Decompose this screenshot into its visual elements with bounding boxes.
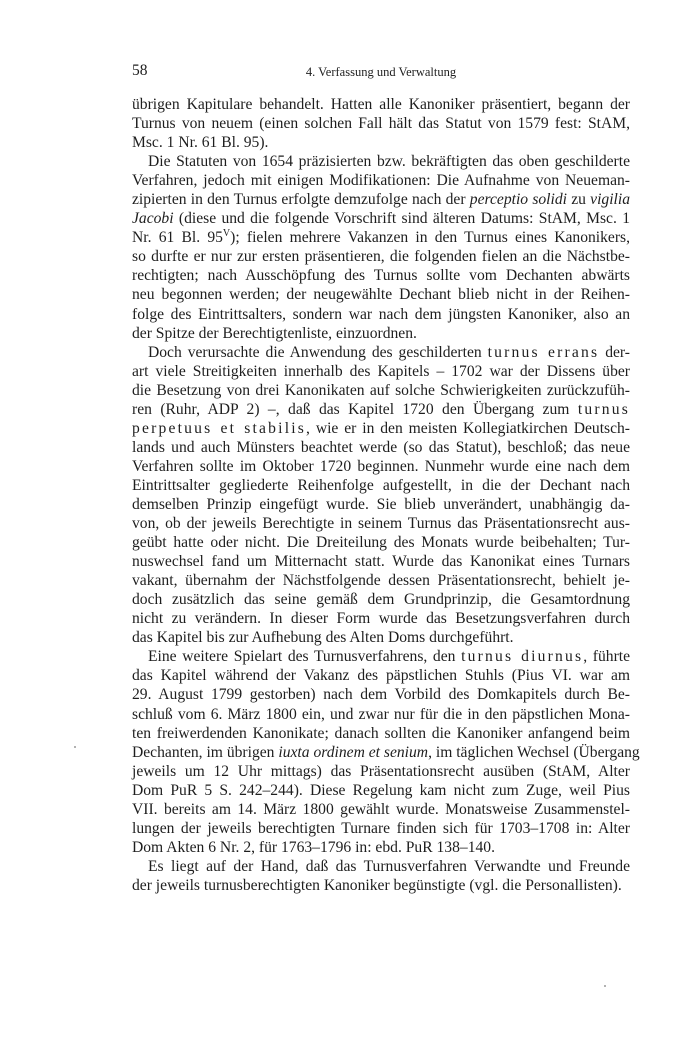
text-line: Doch verursachte die Anwendung des geschilderten turnus errans der- [148, 343, 630, 361]
text-line: schluß vom 6. März 1800 ein, und zwar nur für die in den päpstlichen Mona- [132, 705, 630, 723]
text-line: lands und auch Münsters beachtet werde (so das Statut), beschloß; das neue [132, 438, 630, 456]
text-line: jeweils um 12 Uhr mittags) das Präsentationsrecht ausüben (StAM, Alter [132, 762, 630, 780]
page-header [132, 61, 630, 81]
text-line: Eintrittsalter gegliederte Reihenfolge aufgestellt, in die der Dechant nach [132, 476, 630, 494]
text-line: 29. August 1799 gestorben) nach dem Vorbild des Domkapitels durch Be- [132, 686, 630, 704]
text-line: übrigen Kapitulare behandelt. Hatten alle Kanoniker präsentiert, begann der [132, 96, 630, 113]
text-line: vakant, übernahm der Nächstfolgende dessen Präsentationsrecht, behielt je- [132, 572, 630, 590]
text-line: Dechanten, im übrigen iuxta ordinem et senium, im täglichen Wechsel (Übergang [132, 743, 640, 761]
text-line: VII. bereits am 14. März 1800 gewählt wurde. Monatsweise Zusammenstel- [132, 800, 630, 818]
text-line: Dom Akten 6 Nr. 2, für 1763–1796 in: ebd. PuR 138–140. [132, 838, 495, 856]
text-line: ten freiwerdenden Kanonikate; danach sollten die Kanoniker anfangend beim [132, 724, 630, 742]
text-line: perpetuus et stabilis, wie er in den meisten Kollegiatkirchen Deutsch- [132, 419, 631, 437]
text-line: der Spitze der Berechtigtenliste, einzuordnen. [132, 324, 417, 342]
text-line: der jeweils turnusberechtigten Kanoniker begünstigte (vgl. die Personallisten). [132, 876, 622, 894]
text-line: lungen der jeweils berechtigten Turnare finden sich für 1703–1708 in: Alter [132, 819, 630, 837]
text-line: Die Statuten von 1654 präzisierten bzw. bekräftigten das oben geschilderte [148, 153, 630, 171]
text-line: Eine weitere Spielart des Turnusverfahrens, den turnus diurnus, führte [148, 648, 631, 666]
text-line: das Kapitel während der Vakanz des päpstlichen Stuhls (Pius VI. war am [132, 667, 630, 685]
text-line: nicht zu verändern. In dieser Form wurde das Besetzungsverfahren durch [132, 610, 630, 628]
text-line: neu begonnen werden; der neugewählte Dechant blieb nicht in der Reihen- [132, 286, 630, 304]
text-line: Verfahren, jedoch mit einigen Modifikationen: Die Aufnahme von Neueman- [132, 172, 630, 190]
text-line: nuswechsel fand um Mitternacht statt. Wurde das Kanonikat eines Turnars [132, 553, 630, 571]
text-line: Es liegt auf der Hand, daß das Turnusverfahren Verwandte und Freunde [148, 857, 630, 875]
text-line: geübt hatte oder nicht. Die Dreiteilung des Monats wurde beibehalten; Tur- [132, 534, 630, 552]
scan-speck [74, 746, 76, 748]
text-line: Turnus von neuem (einen solchen Fall hält das Statut von 1579 fest: StAM, [132, 115, 630, 133]
page-number: 58 [132, 62, 148, 79]
text-line: die Besetzung von drei Kanonikaten auf solche Schwierigkeiten zurückzufüh- [132, 381, 630, 399]
text-line: ren (Ruhr, ADP 2) –, daß das Kapitel 1720 den Übergang zum turnus [132, 400, 630, 418]
text-line: das Kapitel bis zur Aufhebung des Alten Doms durchgeführt. [132, 629, 514, 647]
body-text [132, 95, 640, 895]
text-line: rechtigten; nach Ausschöpfung des Turnus sollte vom Dechanten abwärts [132, 267, 630, 285]
scan-speck [604, 985, 606, 987]
text-line: demselben Prinzip eingefügt wurde. Sie blieb unverändert, unabhängig da- [132, 495, 630, 513]
text-line: so durfte er nur zur ersten präsentieren, die folgenden fielen an die Nächstbe- [132, 248, 630, 266]
running-head: 4. Verfassung und Verwaltung [305, 65, 457, 79]
text-line: Verfahren sollte im Oktober 1720 beginnen. Nunmehr wurde eine nach dem [132, 457, 630, 475]
text-line: Jacobi (diese und die folgende Vorschrift sind älteren Datums: StAM, Msc. 1 [132, 210, 630, 228]
text-line: folge des Eintrittsalters, sondern war nach dem jüngsten Kanoniker, also an [132, 305, 630, 323]
text-line: von, ob der jeweils Berechtigte in seinem Turnus das Präsentationsrecht aus- [132, 515, 630, 533]
text-line: doch zusätzlich das seine gemäß dem Grundprinzip, die Gesamtordnung [132, 591, 630, 609]
text-line: Dom PuR 5 S. 242–244). Diese Regelung kam nicht zum Zuge, weil Pius [132, 781, 630, 799]
text-line: art viele Streitigkeiten innerhalb des Kapitels – 1702 war der Dissens über [132, 362, 630, 380]
text-line: Msc. 1 Nr. 61 Bl. 95). [132, 134, 269, 152]
text-line: Nr. 61 Bl. $95^V$); fielen mehrere Vakanzen in den Turnus eines Kanonikers, [132, 228, 630, 247]
text-line: zipierten in den Turnus erfolgte demzufolge nach der perceptio solidi zu vigilia [132, 191, 631, 209]
